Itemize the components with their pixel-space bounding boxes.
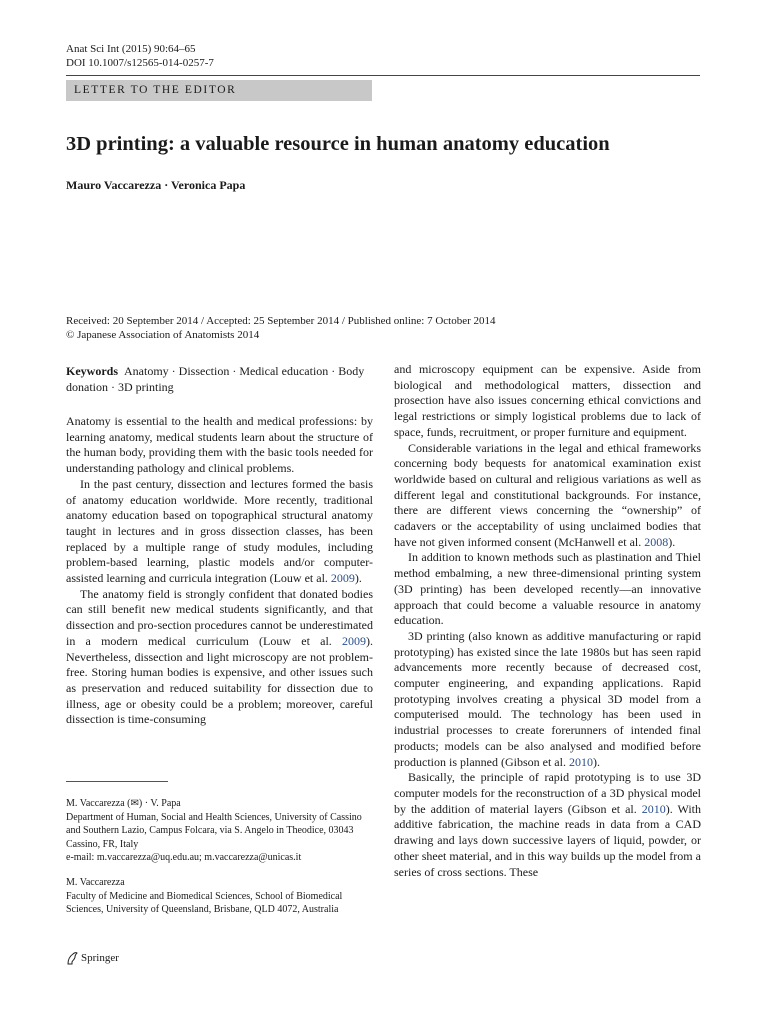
- paragraph: [394, 629, 701, 770]
- affiliation-name: M. Vaccarezza: [66, 877, 125, 888]
- paragraph-text: Basically, the principle of rapid prototyping is to use 3D computer models for the reconstruction of a 3D physical model by the addition of material layers (Gibson et al.: [394, 770, 701, 816]
- citation-link[interactable]: 2010: [641, 801, 666, 816]
- affiliation-1: [66, 797, 373, 865]
- keywords: [66, 364, 373, 395]
- keywords-text: Anatomy · Dissection · Medical education · Body donation · 3D printing: [66, 364, 365, 394]
- citation-link[interactable]: 2008: [644, 534, 669, 549]
- paragraph: [394, 441, 701, 551]
- paragraph: In addition to known methods such as plastination and Thiel method embalming, a new three-dimensional printing system (3D printing) has been developed recently—an innovative approach that could become a valuable resource in anatomy education.: [394, 550, 701, 628]
- paragraph-text: The anatomy field is strongly confident that donated bodies can still benefit new medical students significantly, and that dissection and pro-section procedures cannot be underestimated in a modern medical curriculum (Louw et al.: [66, 586, 373, 648]
- citation-link[interactable]: 2009: [330, 571, 355, 586]
- author-list: Mauro Vaccarezza · Veronica Papa: [66, 178, 246, 192]
- paragraph-text: ).: [592, 754, 600, 769]
- affiliation-address: Faculty of Medicine and Biomedical Sciences, School of Biomedical Sciences, University of Queensland, Brisbane, QLD 4072, Australia: [66, 890, 343, 915]
- affiliation-names: M. Vaccarezza (✉) · V. Papa: [66, 798, 181, 809]
- affiliation-address: Department of Human, Social and Health Sciences, University of Cassino and Southern Lazio, Campus Folcara, via S. Angelo in Theodice, 03043 Cassino, FR, Italy: [66, 811, 362, 850]
- publisher-name: Springer: [81, 952, 119, 964]
- affiliation-2: [66, 876, 373, 917]
- right-column: [394, 362, 701, 880]
- paragraph-text: ). Nevertheless, dissection and light microscopy are not problem-free. Storing human bodies is expensive, and other issues such as preservation and reduced suitability for dissection due to illness, age or obesity could be a problem; moreover, careful dissection is time-consuming: [66, 633, 373, 727]
- email-links[interactable]: e-mail: m.vaccarezza@uq.edu.au; m.vaccarezza@unicas.it: [66, 852, 302, 863]
- article-title: 3D printing: a valuable resource in human anatomy education: [66, 133, 610, 155]
- dates-line: Received: 20 September 2014 / Accepted: 25 September 2014 / Published online: 7 October 2014: [66, 315, 496, 327]
- citation-link[interactable]: 2010: [568, 754, 593, 769]
- citation-link[interactable]: 2009: [342, 633, 366, 648]
- paragraph-text: ).: [354, 571, 362, 586]
- paragraph: Anatomy is essential to the health and medical professions: by learning anatomy, medical students learn about the structure of the human body, providing them with the basic tools needed for understanding pathology and clinical problems.: [66, 414, 373, 476]
- paragraph: and microscopy equipment can be expensive. Aside from biological and methodological matters, dissection and prosection have also issues concerning ethical convictions and legal restrictions or simply logistical problems due to lack of space, funds, recruitment, or proper furniture and equipment.: [394, 362, 701, 439]
- header-rule: [66, 75, 700, 76]
- paragraph-text: Considerable variations in the legal and ethical frameworks concerning body bequests for anatomical examination exist worldwide based on cultural and religious variations as well as different legal and constitutional backgrounds. For instance, there are different views concerning the “ownership” of cadavers or the acceptability of using unclaimed bodies that have not given informed consent (McHanwell et al.: [394, 440, 701, 549]
- copyright-line: © Japanese Association of Anatomists 2014: [66, 329, 260, 341]
- paragraph: [66, 587, 373, 728]
- journal-citation: Anat Sci Int (2015) 90:64–65: [66, 43, 196, 55]
- left-column: [66, 414, 373, 728]
- paragraph-text: 3D printing (also known as additive manufacturing or rapid prototyping) has existed since the late 1980s but has seen rapid advancements more recently because of decreased cost, computer engineering, and expanding applications. Rapid prototyping involves creating a physical 3D model from a computerised mould. The technology has been used in industrial processes to create forerunners of intended final products; models can be also analysed and modified before production is planned (Gibson et al.: [394, 628, 701, 769]
- footnote-rule: [66, 781, 168, 782]
- paragraph-text: ). With additive fabrication, the machine reads in data from a CAD drawing and lays down successive layers of liquid, powder, or other sheet material, and in this way builds up the model from a series of cross sections. These: [394, 801, 702, 879]
- publication-dates: [66, 314, 496, 342]
- doi: DOI 10.1007/s12565-014-0257-7: [66, 57, 214, 69]
- section-label: LETTER TO THE EDITOR: [66, 80, 372, 101]
- publisher-footer: [66, 951, 119, 965]
- springer-horse-icon: [66, 951, 78, 965]
- keywords-label: Keywords: [66, 364, 118, 378]
- paragraph-text: ).: [668, 534, 676, 549]
- paragraph: [394, 770, 701, 880]
- paragraph-text: In the past century, dissection and lectures formed the basis of anatomy education worldwide. More recently, traditional anatomy education based on topographical structural anatomy taught in lectures and in gross dissection classes, has been replaced by a multiple range of study modules, including problem-based learning, plastic models and/or computer-assisted learning and curricula integration (Louw et al.: [66, 476, 373, 586]
- paragraph: [66, 477, 373, 587]
